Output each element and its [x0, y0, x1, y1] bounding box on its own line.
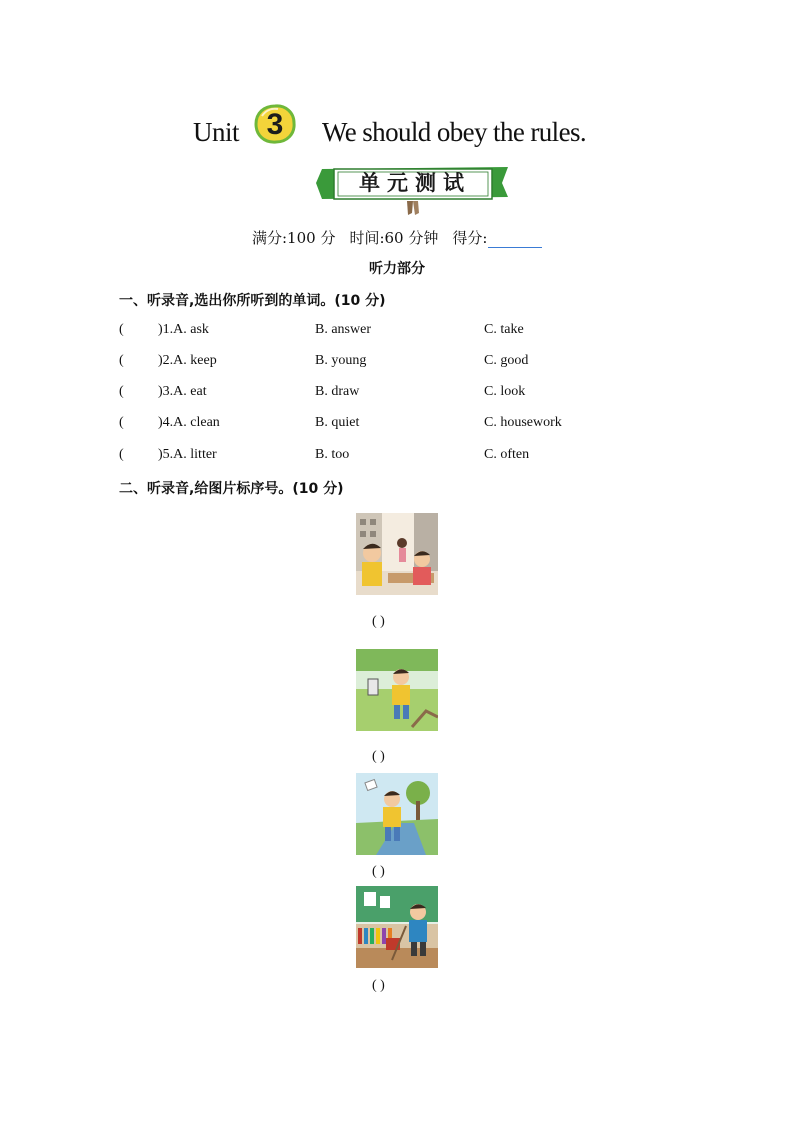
score-line: [252, 227, 542, 248]
time-limit: 时间:60 分钟: [349, 229, 439, 247]
option-c: C. often: [484, 447, 530, 462]
option-a: )3.A. eat: [158, 384, 207, 399]
page-title: We should obey the rules.: [322, 117, 587, 147]
picture-boy-walking-grass-icon: [356, 649, 438, 731]
full-score: 满分:100 分: [252, 229, 336, 247]
picture-answer-paren[interactable]: ( ): [372, 749, 385, 764]
answer-bracket[interactable]: (: [119, 322, 124, 337]
answer-bracket[interactable]: (: [119, 447, 124, 462]
question-row: [119, 353, 679, 373]
answer-bracket[interactable]: (: [119, 384, 124, 399]
option-a: )5.A. litter: [158, 447, 217, 462]
option-b: B. draw: [315, 384, 360, 399]
option-c: C. look: [484, 384, 526, 399]
answer-bracket[interactable]: (: [119, 415, 124, 430]
unit-number: 3: [266, 108, 284, 141]
option-b: B. answer: [315, 322, 371, 337]
option-a: )2.A. keep: [158, 353, 217, 368]
picture-answer-paren[interactable]: ( ): [372, 864, 385, 879]
picture-boy-sweeping-library-icon: [356, 886, 438, 968]
option-c: C. take: [484, 322, 524, 337]
option-b: B. too: [315, 447, 350, 462]
picture-answer-paren[interactable]: ( ): [372, 614, 385, 629]
title-unit-word: Unit: [193, 117, 240, 147]
section-1-title: 一、听录音,选出你所听到的单词。(10 分): [119, 293, 386, 309]
option-c: C. housework: [484, 415, 562, 430]
picture-boy-litter-icon: [356, 773, 438, 855]
score-label: 得分:: [452, 229, 488, 247]
question-row: [119, 322, 679, 342]
score-input-blank[interactable]: [488, 233, 542, 248]
option-a: )4.A. clean: [158, 415, 220, 430]
picture-kids-talking-icon: [356, 513, 438, 595]
answer-bracket[interactable]: (: [119, 353, 124, 368]
option-b: B. quiet: [315, 415, 360, 430]
option-c: C. good: [484, 353, 529, 368]
option-a: )1.A. ask: [158, 322, 209, 337]
banner-title: 单元测试: [359, 171, 471, 195]
picture-answer-paren[interactable]: ( ): [372, 978, 385, 993]
question-row: [119, 447, 679, 467]
section-2-title: 二、听录音,给图片标序号。(10 分): [119, 481, 344, 497]
part-title: 听力部分: [369, 261, 425, 277]
question-row: [119, 384, 679, 404]
option-b: B. young: [315, 353, 367, 368]
question-row: [119, 415, 679, 435]
